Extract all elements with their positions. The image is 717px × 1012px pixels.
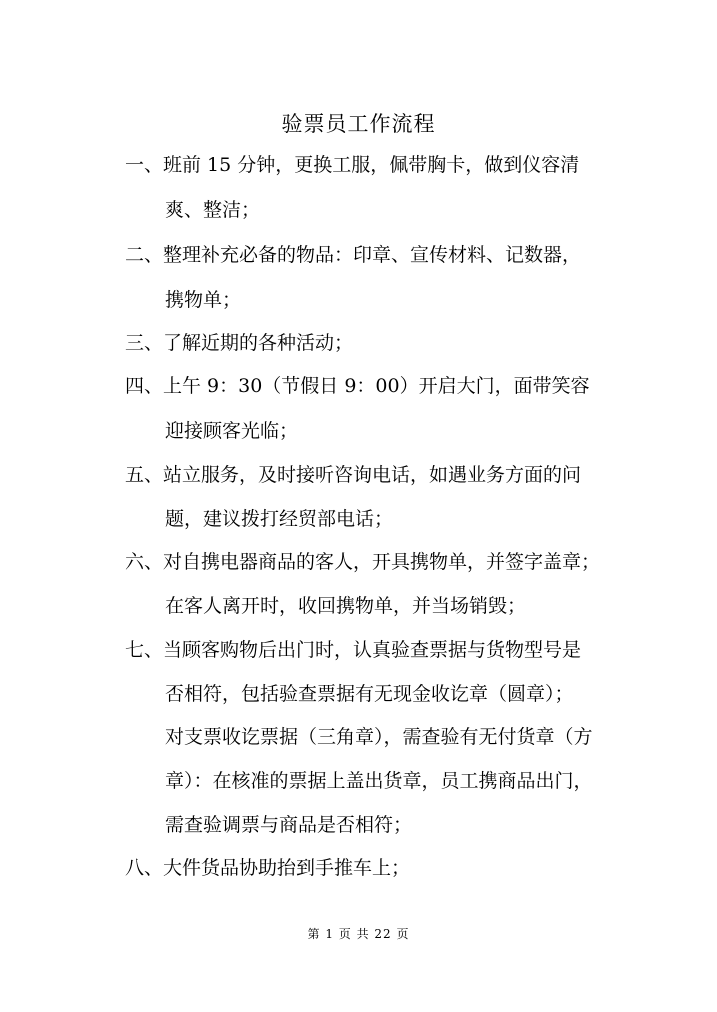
item-8-line-1: 八、大件货品协助抬到手推车上； [125,857,411,879]
item-6-line-1: 六、对自携电器商品的客人，开具携物单，并签字盖章； [125,551,601,573]
item-7-line-2: 否相符，包括验查票据有无现金收讫章（圆章）； [165,683,574,705]
item-5-line-1: 五、站立服务，及时接听咨询电话，如遇业务方面的问 [125,464,582,486]
item-5-line-2: 题，建议拨打经贸部电话； [165,508,394,530]
page-title: 验票员工作流程 [281,112,436,136]
page-footer: 第 1 页 共 22 页 [307,927,410,941]
item-1-line-2: 爽、整洁； [165,199,261,221]
item-2-line-2: 携物单； [165,289,242,311]
item-4-line-2: 迎接顾客光临； [165,420,299,442]
item-7-line-4: 章）：在核准的票据上盖出货章，员工携商品出门， [165,770,593,792]
item-1-line-1: 一、班前 15 分钟，更换工服，佩带胸卡，做到仪容清 [125,154,580,176]
item-6-line-2: 在客人离开时，收回携物单，并当场销毁； [165,595,527,617]
item-7-line-1: 七、当顾客购物后出门时，认真验查票据与货物型号是 [125,639,582,661]
item-4-line-1: 四、上午 9：30（节假日 9：00）开启大门，面带笑容 [125,375,590,397]
item-2-line-1: 二、整理补充必备的物品：印章、宣传材料、记数器， [125,244,582,266]
item-7-line-3: 对支票收讫票据（三角章），需查验有无付货章（方 [165,726,593,748]
item-7-line-5: 需查验调票与商品是否相符； [165,814,413,836]
item-3-line-1: 三、了解近期的各种活动； [125,332,354,354]
